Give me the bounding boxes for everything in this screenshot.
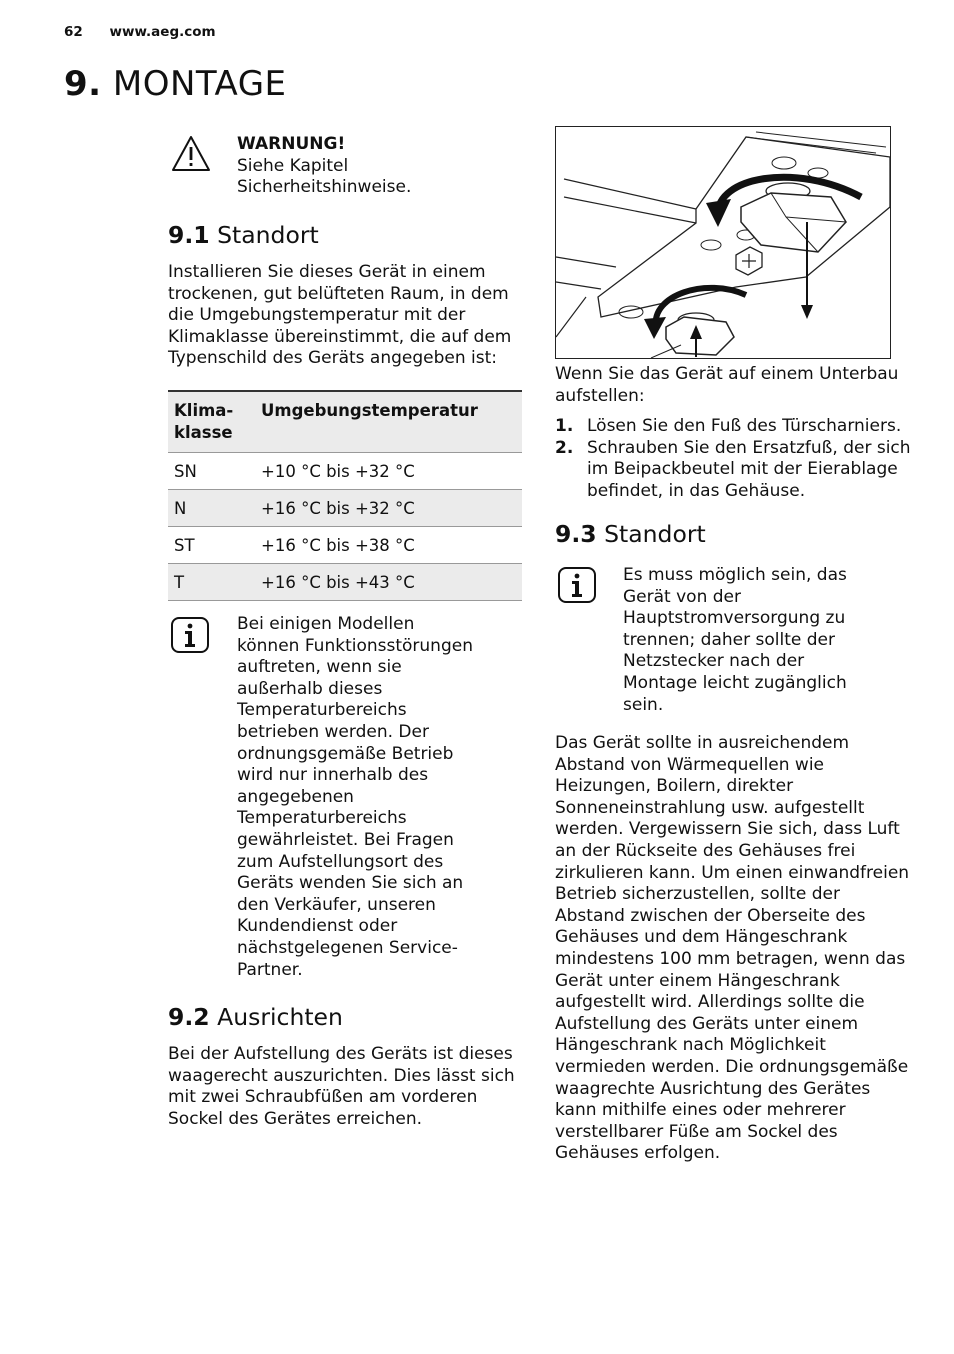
info-text-temperature: Bei einigen Modellen können Funktionsstörungen auftreten, wenn sie außerhalb dieses Temperaturbereichs betrieben werden. Der ordnungsgemäße Betrieb wird nur innerhalb des angegebenen Temperaturbereichs gewährleistet. Bei Fragen zum Aufstellungsort des Geräts wenden Sie sich an den Verkäufer, unseren Kundendienst oder nächstgelegenen Service-Partner. (237, 614, 473, 980)
table-header-klima: Klima- klasse (168, 391, 255, 453)
section-number: 9.2 (168, 1003, 210, 1031)
step-number: 1. (555, 416, 574, 436)
section-9-1-heading (168, 221, 319, 249)
table-row (168, 453, 522, 490)
warning-label: WARNUNG! (237, 134, 346, 154)
section-title: Standort (217, 221, 319, 249)
table-cell: SN (168, 453, 255, 490)
info-text-power: Es muss möglich sein, das Gerät von der Hauptstromversorgung zu trennen; daher sollte der Netzstecker nach der Montage leicht zugänglich sein. (623, 565, 847, 715)
section-9-2-text: Bei der Aufstellung des Geräts ist dieses waagerecht auszurichten. Dies lässt sich mit zwei Schraubfüßen am vorderen Sockel des Gerätes erreichen. (168, 1044, 515, 1129)
table-cell: +16 °C bis +38 °C (255, 527, 522, 564)
installation-steps (555, 416, 915, 502)
figure-caption: Wenn Sie das Gerät auf einem Unterbau aufstellen: (555, 364, 899, 406)
table-cell: +10 °C bis +32 °C (255, 453, 522, 490)
warning-block (237, 134, 477, 199)
step-text: Schrauben Sie den Ersatzfuß, der sich im Beipackbeutel mit der Eierablage befindet, in das Gehäuse. (587, 437, 911, 501)
step-number: 2. (555, 437, 574, 458)
info-icon (557, 566, 597, 608)
table-row (168, 527, 522, 564)
climate-class-table (168, 390, 522, 601)
website-link[interactable]: www.aeg.com (109, 24, 216, 40)
table-cell: N (168, 490, 255, 527)
info-icon (170, 616, 210, 658)
chapter-title: MONTAGE (112, 64, 287, 104)
section-number: 9.1 (168, 221, 210, 249)
section-title: Standort (604, 520, 706, 548)
section-9-1-intro: Installieren Sie dieses Gerät in einem trockenen, gut belüfteten Raum, in dem die Umgebungstemperatur mit der Klimaklasse übereinstimmt, die auf dem Typenschild des Geräts angegeben ist: (168, 262, 512, 369)
section-9-3-text: Das Gerät sollte in ausreichendem Abstand von Wärmequellen wie Heizungen, Boilern, direkter Sonneneinstrahlung usw. aufgestellt werden. Vergewissern Sie sich, dass Luft an der Rückseite des Gehäuses frei zirkulieren kann. Um einen einwandfreien Betrieb sicherzustellen, sollte der Abstand zwischen der Oberseite des Gehäuses und dem Hängeschrank mindestens 100 mm betragen, wenn das Gerät unter einem Hängeschrank aufgestellt wird. Allerdings sollte die Aufstellung des Geräts unter einem Hängeschrank nach Möglichkeit vermieden werden. Die ordnungsgemäße waagrechte Ausrichtung des Gerätes kann mithilfe eines oder mehrerer verstellbarer Füße am Sockel des Gehäuses erfolgen. (555, 733, 910, 1164)
table-header-temperature: Umgebungstemperatur (255, 391, 522, 453)
warning-text: Siehe Kapitel Sicherheitshinweise. (237, 155, 412, 198)
section-9-2-heading (168, 1003, 343, 1031)
table-cell: +16 °C bis +32 °C (255, 490, 522, 527)
list-item (555, 438, 915, 503)
table-row (168, 564, 522, 601)
table-cell: T (168, 564, 255, 601)
table-header-row (168, 391, 522, 453)
table-row (168, 490, 522, 527)
chapter-number: 9. (64, 64, 102, 104)
table-cell: +16 °C bis +43 °C (255, 564, 522, 601)
warning-triangle-icon (170, 134, 212, 174)
list-item (555, 416, 915, 438)
section-title: Ausrichten (217, 1003, 343, 1031)
section-number: 9.3 (555, 520, 597, 548)
page-number: 62 (64, 24, 83, 40)
table-cell: ST (168, 527, 255, 564)
page-header (64, 24, 216, 40)
page-title (64, 64, 287, 104)
section-9-3-heading (555, 520, 706, 548)
step-text: Lösen Sie den Fuß des Türscharniers. (587, 416, 902, 436)
hinge-foot-illustration (555, 126, 891, 359)
